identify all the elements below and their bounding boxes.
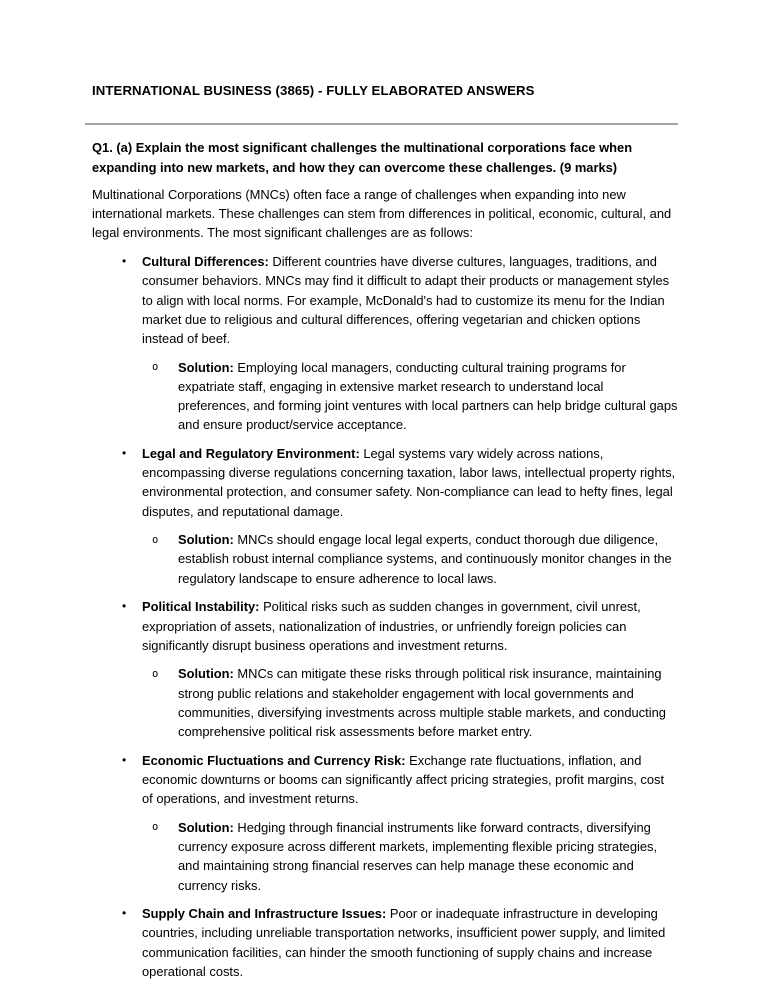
challenge-label: Supply Chain and Infrastructure Issues: [142,906,387,922]
intro-paragraph: Multinational Corporations (MNCs) often face a range of challenges when expanding into new international markets. These challenges can stem from differences in political, economic, cultural, and legal environments. The most significant challenges are as follows: [92,187,672,241]
challenge-text: Different countries have diverse cultures, languages, traditions, and consumer behaviors. MNCs may find it difficult to adapt their products or management styles to align with local norms. For example, McDonald's had to customize its menu for the Indian market due to religious and cultural differences, offering vegetarian and chicken options instead of beef. [142,254,670,346]
challenge-label: Economic Fluctuations and Currency Risk: [142,752,406,768]
challenge-item-economic-currency-risk [92,751,678,895]
challenge-paragraph [142,444,678,521]
challenge-text: Legal systems vary widely across nations, encompassing diverse regulations concerning taxation, labor laws, intellectual property rights, environmental protection, and consumer safety. Non-compliance can lead to hefty fines, legal disputes, and reputational damage. [142,445,676,519]
bullet-icon: • [122,752,127,767]
document-content [92,82,678,981]
solution-label: Solution: [178,532,234,548]
sub-bullet-icon: o [152,361,159,374]
solution-text: Hedging through financial instruments like forward contracts, diversifying currency exposure across different markets, implementing flexible pricing strategies, and maintaining strong financial reserves can help manage these economic and currency risks. [178,819,658,893]
challenge-item-supply-chain-infrastructure [92,904,678,981]
solution-paragraph [178,818,678,895]
solution-paragraph [178,664,678,741]
solution-text: MNCs can mitigate these risks through political risk insurance, maintaining strong public relations and stakeholder engagement with local governments and communities, diversifying investments across multiple stable markets, and conducting comprehensive political risk assessments before market entry. [178,666,666,740]
challenge-item-legal-regulatory [92,444,678,588]
challenge-label: Legal and Regulatory Environment: [142,445,360,461]
bullet-icon: • [122,906,127,921]
challenge-item-cultural-differences [92,252,678,434]
bullet-icon: • [122,254,127,269]
solution-item [142,664,678,741]
solution-item [142,530,678,588]
challenge-item-political-instability [92,597,678,741]
bullet-icon: • [122,445,127,460]
challenge-label: Cultural Differences: [142,254,269,270]
challenge-paragraph [142,751,678,809]
question-heading: Q1. (a) Explain the most significant challenges the multinational corporations face when expanding into new markets, and how they can overcome these challenges. (9 marks) [92,140,633,175]
challenge-label: Political Instability: [142,599,260,615]
solution-label: Solution: [178,819,234,835]
solution-paragraph [178,358,678,435]
challenge-paragraph [142,597,678,655]
sub-bullet-icon: o [152,667,159,680]
solution-text: Employing local managers, conducting cultural training programs for expatriate staff, engaging in extensive market research to understand local preferences, and forming joint ventures with local partners can help bridge cultural gaps and ensure product/service acceptance. [178,359,678,433]
bullet-icon: • [122,599,127,614]
challenge-paragraph [142,904,678,981]
solution-paragraph [178,530,678,588]
challenge-text: Exchange rate fluctuations, inflation, and economic downturns or booms can significantly affect pricing strategies, profit margins, cost of operations, and investment returns. [142,752,665,807]
solution-item [142,358,678,435]
challenge-text: Poor or inadequate infrastructure in developing countries, including unreliable transportation networks, insufficient power supply, and limited communication facilities, can hinder the smooth functioning of supply chains and increase operational costs. [142,906,666,979]
challenge-paragraph [142,252,678,348]
challenge-text: Political risks such as sudden changes in government, civil unrest, expropriation of assets, nationalization of industries, or unfriendly foreign policies can significantly disrupt business operations and investment returns. [142,599,641,653]
solution-text: MNCs should engage local legal experts, conduct thorough due diligence, establish robust internal compliance systems, and continuously monitor changes in the regulatory landscape to ensure adherence to local laws. [178,532,672,586]
sub-bullet-icon: o [152,533,159,546]
document-title: INTERNATIONAL BUSINESS (3865) - FULLY ELABORATED ANSWERS [92,83,535,98]
solution-item [142,818,678,895]
solution-label: Solution: [178,666,234,682]
sub-bullet-icon: o [152,821,159,834]
horizontal-rule [85,123,678,125]
solution-label: Solution: [178,359,234,375]
